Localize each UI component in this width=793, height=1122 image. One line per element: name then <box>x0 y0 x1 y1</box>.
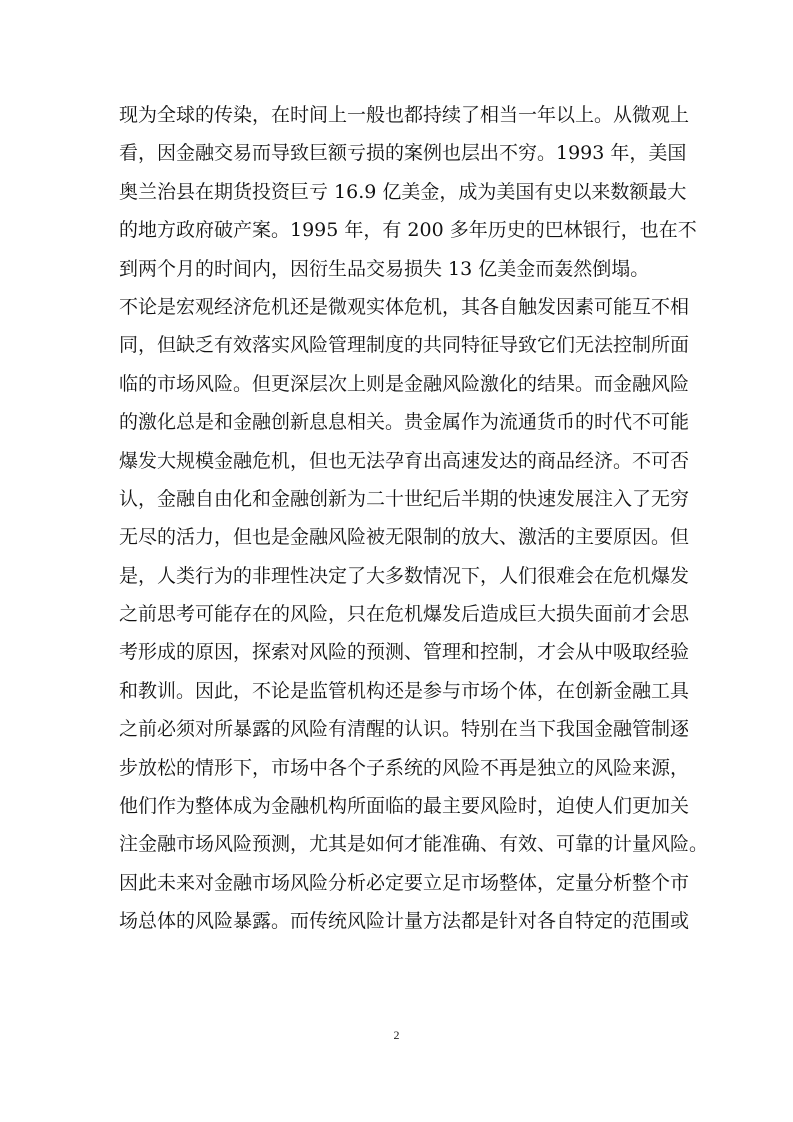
text-line: 和教训。因此，不论是监管机构还是参与市场个体，在创新金融工具 <box>119 679 690 702</box>
text-line: 注金融市场风险预测，尤其是如何才能准确、有效、可靠的计量风险。 <box>119 833 709 856</box>
text-line: 爆发大规模金融危机，但也无法孕育出高速发达的商品经济。不可否 <box>119 449 690 472</box>
text-line: 因此未来对金融市场风险分析必定要立足市场整体，定量分析整个市 <box>119 871 690 894</box>
text-line: 的激化总是和金融创新息息相关。贵金属作为流通货币的时代不可能 <box>119 411 690 434</box>
text-line: 之前必须对所暴露的风险有清醒的认识。特别在当下我国金融管制逐 <box>119 718 690 741</box>
text-line: 步放松的情形下，市场中各个子系统的风险不再是独立的风险来源， <box>119 756 690 779</box>
text-line: 同，但缺乏有效落实风险管理制度的共同特征导致它们无法控制所面 <box>119 334 690 357</box>
text-line: 之前思考可能存在的风险，只在危机爆发后造成巨大损失面前才会思 <box>119 603 690 626</box>
page-number: 2 <box>393 1028 400 1042</box>
text-line: 现为全球的传染，在时间上一般也都持续了相当一年以上。从微观上 <box>119 104 690 126</box>
text-line: 的地方政府破产案。1995 年，有 200 多年历史的巴林银行，也在不 <box>119 219 697 242</box>
text-line: 场总体的风险暴露。而传统风险计量方法都是针对各自特定的范围或 <box>119 910 690 933</box>
text-line: 看，因金融交易而导致巨额亏损的案例也层出不穷。1993 年，美国 <box>119 142 687 165</box>
body-text <box>119 96 709 941</box>
text-line: 考形成的原因，探索对风险的预测、管理和控制，才会从中吸取经验 <box>119 641 690 664</box>
text-line: 无尽的活力，但也是金融风险被无限制的放大、激活的主要原因。但 <box>119 526 690 549</box>
text-line: 到两个月的时间内，因衍生品交易损失 13 亿美金而轰然倒塌。 <box>119 257 650 280</box>
text-line: 认，金融自由化和金融创新为二十世纪后半期的快速发展注入了无穷 <box>119 487 690 510</box>
text-line: 临的市场风险。但更深层次上则是金融风险激化的结果。而金融风险 <box>119 372 690 395</box>
text-line: 不论是宏观经济危机还是微观实体危机，其各自触发因素可能互不相 <box>119 295 690 318</box>
text-line: 奥兰治县在期货投资巨亏 16.9 亿美金，成为美国有史以来数额最大 <box>119 180 687 203</box>
text-line: 是，人类行为的非理性决定了大多数情况下，人们很难会在危机爆发 <box>119 564 690 587</box>
text-line: 他们作为整体成为金融机构所面临的最主要风险时，迫使人们更加关 <box>119 795 690 818</box>
